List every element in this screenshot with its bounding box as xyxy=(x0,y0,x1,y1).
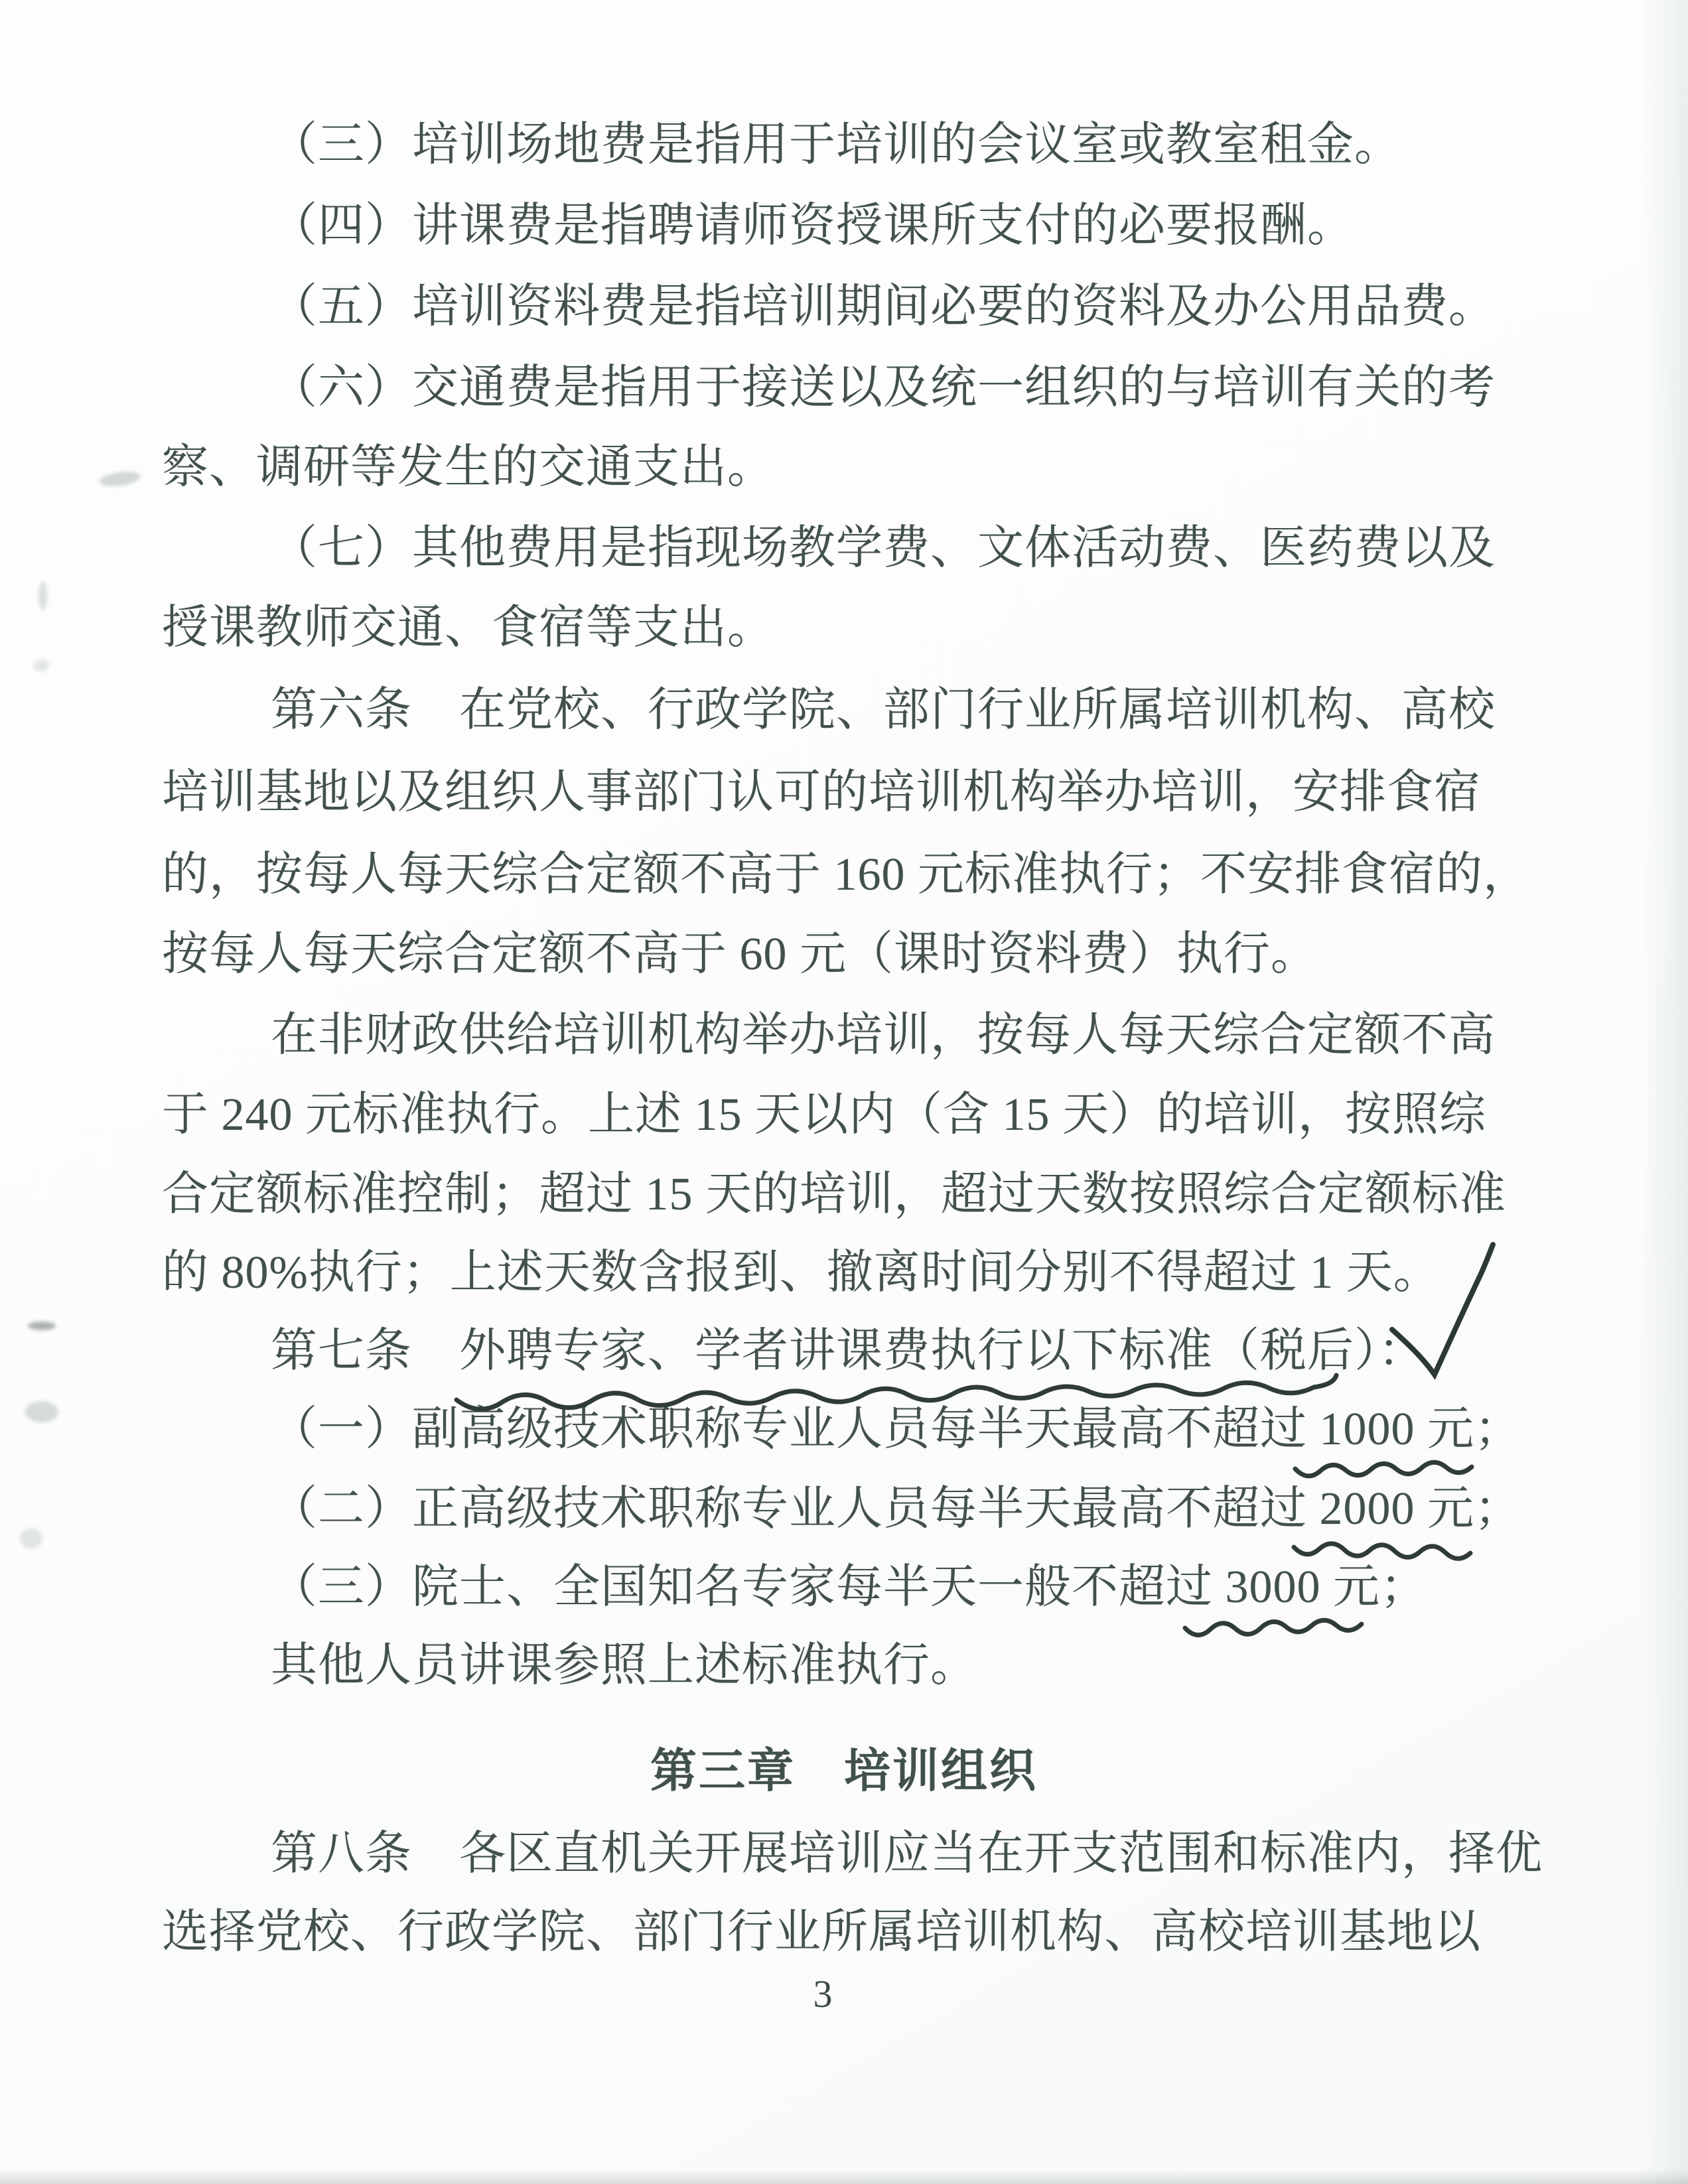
text-line: 察、调研等发生的交通支出。 xyxy=(162,442,774,493)
scan-edge-right xyxy=(1642,0,1688,2184)
text-line: （一）副高级技术职称专业人员每半天最高不超过 1000 元； xyxy=(271,1404,1521,1455)
wavy-underline-2000 xyxy=(1294,1544,1470,1559)
text-line: （七）其他费用是指现场教学费、文体活动费、医药费以及 xyxy=(271,523,1496,574)
scan-edge-shadow xyxy=(0,2169,1688,2184)
text-line: 授课教师交通、食宿等支出。 xyxy=(162,602,774,653)
wavy-underline-3000 xyxy=(1185,1620,1362,1635)
wavy-underline-1000 xyxy=(1295,1462,1472,1476)
text-line: 按每人每天综合定额不高于 60 元（课时资料费）执行。 xyxy=(162,929,1318,980)
text-line-article-seven: 第七条 外聘专家、学者讲课费执行以下标准（税后）： xyxy=(271,1326,1425,1377)
text-line: 的 80%执行；上述天数含报到、撤离时间分别不得超过 1 天。 xyxy=(162,1247,1441,1298)
scan-smudge xyxy=(38,581,47,610)
text-line: 第六条 在党校、行政学院、部门行业所属培训机构、高校 xyxy=(271,685,1496,736)
scan-smudge xyxy=(99,470,141,488)
scan-smudge xyxy=(25,1401,58,1422)
text-line: 第八条 各区直机关开展培训应当在开支范围和标准内，择优 xyxy=(271,1828,1543,1879)
text-line: 其他人员讲课参照上述标准执行。 xyxy=(271,1640,977,1691)
page-number: 3 xyxy=(813,1972,833,2015)
scan-smudge xyxy=(20,1529,42,1548)
text-line: （五）培训资料费是指培训期间必要的资料及办公用品费。 xyxy=(271,281,1496,332)
text-line: 的，按每人每天综合定额不高于 160 元标准执行；不安排食宿的， xyxy=(162,849,1530,900)
scan-smudge xyxy=(33,659,49,671)
text-line: （二）正高级技术职称专业人员每半天最高不超过 2000 元； xyxy=(271,1483,1521,1535)
chapter-heading: 第三章 培训组织 xyxy=(650,1746,1038,1797)
scan-smudge xyxy=(28,1322,56,1330)
text-line: （三）院士、全国知名专家每半天一般不超过 3000 元； xyxy=(271,1562,1427,1613)
text-line: 合定额标准控制；超过 15 天的培训，超过天数按照综合定额标准 xyxy=(162,1169,1506,1220)
text-line: （四）讲课费是指聘请师资授课所支付的必要报酬。 xyxy=(271,200,1354,251)
text-line: （三）培训场地费是指用于培训的会议室或教室租金。 xyxy=(271,119,1401,171)
text-line: 培训基地以及组织人事部门认可的培训机构举办培训，安排食宿 xyxy=(162,767,1481,818)
text-line: 选择党校、行政学院、部门行业所属培训机构、高校培训基地以 xyxy=(162,1907,1481,1958)
text-line: 在非财政供给培训机构举办培训，按每人每天综合定额不高 xyxy=(271,1010,1496,1061)
text-line: 于 240 元标准执行。上述 15 天以内（含 15 天）的培训，按照综 xyxy=(162,1089,1486,1140)
text-line: （六）交通费是指用于接送以及统一组织的与培训有关的考 xyxy=(271,362,1496,413)
